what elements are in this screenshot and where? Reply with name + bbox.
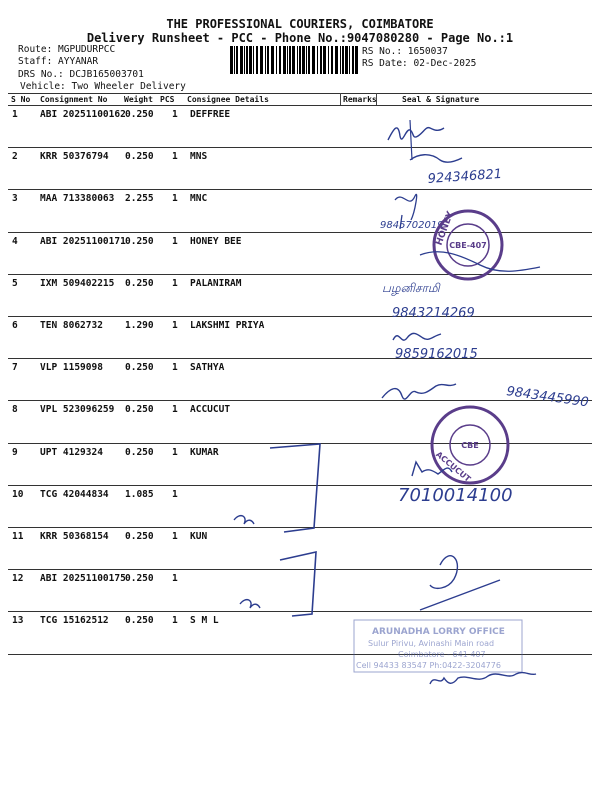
phone-row-2: 924346821 (427, 166, 503, 187)
col-seal: Seal & Signature (402, 95, 480, 104)
stamp-lorry-phone: Cell 94433 83547 Ph:0422-3204776 (356, 661, 501, 670)
cell-pcs: 1 (172, 235, 178, 247)
cell-weight: 0.250 (125, 404, 154, 416)
honey-bee-stamp (434, 210, 502, 279)
col-remarks: Remarks (343, 95, 377, 104)
svg-text:HONEY: HONEY (434, 210, 457, 247)
signature-row-7 (382, 384, 456, 399)
cell-sno: 3 (12, 193, 18, 205)
cell-pcs: 1 (172, 446, 178, 458)
cell-consignment: KRR 50376794 (40, 151, 109, 163)
cell-consignee: HONEY BEE (190, 235, 242, 247)
stamp-lorry-addr2: Coimbatore - 641 407 (398, 650, 486, 659)
cell-weight: 2.255 (125, 193, 154, 205)
cell-consignee: DEFFREE (190, 109, 231, 120)
cell-pcs: 1 (172, 193, 178, 205)
cell-weight: 0.250 (125, 362, 154, 374)
cell-sno: 13 (12, 615, 24, 627)
cell-consignment: IXM 509402215 (40, 277, 115, 289)
cell-pcs: 1 (172, 573, 178, 585)
cell-consignment: TCG 15162512 (40, 615, 109, 627)
name-row-5: பழனிசாமி (382, 281, 440, 295)
cell-pcs: 1 (172, 320, 178, 331)
col-consignee: Consignee Details (187, 95, 269, 104)
cell-sno: 10 (12, 488, 24, 500)
phone-row-9: 7010014100 (398, 485, 513, 506)
lorry-office-stamp (354, 620, 522, 672)
signature-row-13 (430, 673, 536, 684)
col-weight: Weight (124, 95, 153, 104)
cell-sno: 4 (12, 235, 18, 247)
cell-weight: 0.250 (125, 531, 154, 542)
cell-consignment: VPL 523096259 (40, 404, 115, 416)
cell-consignment: VLP 1159098 (40, 362, 103, 374)
cell-weight: 0.250 (125, 277, 154, 289)
cell-consignment: TCG 42044834 (40, 488, 109, 500)
cell-weight: 0.250 (125, 235, 154, 247)
accucut-stamp (432, 407, 508, 484)
svg-text:CBE: CBE (461, 441, 479, 450)
cell-sno: 9 (12, 446, 18, 458)
cell-weight: 0.250 (125, 109, 154, 120)
cell-consignee: PALANIRAM (190, 277, 242, 289)
phone-row-5: 9843214269 (392, 306, 475, 321)
cell-sno: 8 (12, 404, 18, 416)
svg-text:CBE-407: CBE-407 (449, 241, 487, 250)
cell-consignment: ABI 20251100175 (40, 573, 126, 585)
cell-consignment: ABI 20251100162 (40, 109, 126, 120)
cell-pcs: 1 (172, 151, 178, 163)
stamp-lorry-addr1: Sulur Pirivu, Avinashi Main road (368, 639, 495, 648)
cell-sno: 11 (12, 531, 24, 542)
cell-weight: 1.290 (125, 320, 154, 331)
cell-pcs: 1 (172, 277, 178, 289)
svg-text:ACCUCUT: ACCUCUT (434, 449, 473, 484)
col-pcs: PCS (160, 95, 175, 104)
cell-pcs: 1 (172, 109, 178, 120)
cell-pcs: 1 (172, 404, 178, 416)
phone-row-7: 9843445990 (505, 384, 590, 411)
cell-consignment: TEN 8062732 (40, 320, 103, 331)
cell-consignment: KRR 50368154 (40, 531, 109, 542)
vehicle-text: Vehicle: Two Wheeler Delivery (20, 81, 186, 92)
cell-pcs: 1 (172, 531, 178, 542)
cell-consignee: KUN (190, 531, 208, 542)
col-consignment: Consignment No (40, 95, 108, 104)
cell-consignee: S M L (190, 615, 219, 627)
cell-consignee: KUMAR (190, 446, 219, 458)
signature-row-12 (420, 556, 500, 610)
svg-text:9845702019: 9845702019 (380, 220, 444, 231)
cell-weight: 0.250 (125, 573, 154, 585)
phone-row-6: 9859162015 (395, 347, 478, 362)
route-text: Route: MGPUDURPCC (18, 44, 116, 55)
drs-number: DRS No.: DCJB165003701 (18, 69, 144, 80)
cell-sno: 1 (12, 109, 18, 120)
staff-text: Staff: AYYANAR (18, 56, 99, 67)
cell-sno: 5 (12, 277, 18, 289)
cell-pcs: 1 (172, 488, 178, 500)
cell-pcs: 1 (172, 362, 178, 374)
cell-pcs: 1 (172, 615, 178, 627)
col-sno: S No (11, 95, 31, 104)
cell-consignment: ABI 20251100171 (40, 235, 126, 247)
cell-weight: 0.250 (125, 615, 154, 627)
cell-sno: 7 (12, 362, 18, 374)
cell-sno: 12 (12, 573, 24, 585)
company-title: THE PROFESSIONAL COURIERS, COIMBATORE (166, 17, 434, 31)
cell-weight: 0.250 (125, 151, 154, 163)
stamp-lorry-name: ARUNADHA LORRY OFFICE (372, 627, 505, 637)
bracket-mark-1 (270, 444, 320, 532)
signature-row-1 (388, 128, 444, 140)
runsheet-subtitle: Delivery Runsheet - PCC - Phone No.:9047080280 - Page No.:1 (86, 31, 514, 45)
cell-sno: 2 (12, 151, 18, 163)
cell-consignee: SATHYA (190, 362, 225, 374)
signature-row-2 (410, 155, 462, 162)
cell-weight: 0.250 (125, 446, 154, 458)
cell-consignee: LAKSHMI PRIYA (190, 320, 265, 331)
rs-number: RS No.: 1650037 (362, 46, 448, 57)
cell-weight: 1.085 (125, 488, 154, 500)
cell-consignment: UPT 4129324 (40, 446, 103, 458)
cell-consignment: MAA 713380063 (40, 193, 115, 205)
cell-consignee: MNS (190, 151, 208, 163)
signature-row-6 (393, 333, 441, 340)
rs-date: RS Date: 02-Dec-2025 (362, 58, 477, 69)
cell-consignee: ACCUCUT (190, 404, 231, 416)
cell-consignee: MNC (190, 193, 208, 205)
cell-sno: 6 (12, 320, 18, 331)
bracket-mark-2 (280, 552, 316, 616)
